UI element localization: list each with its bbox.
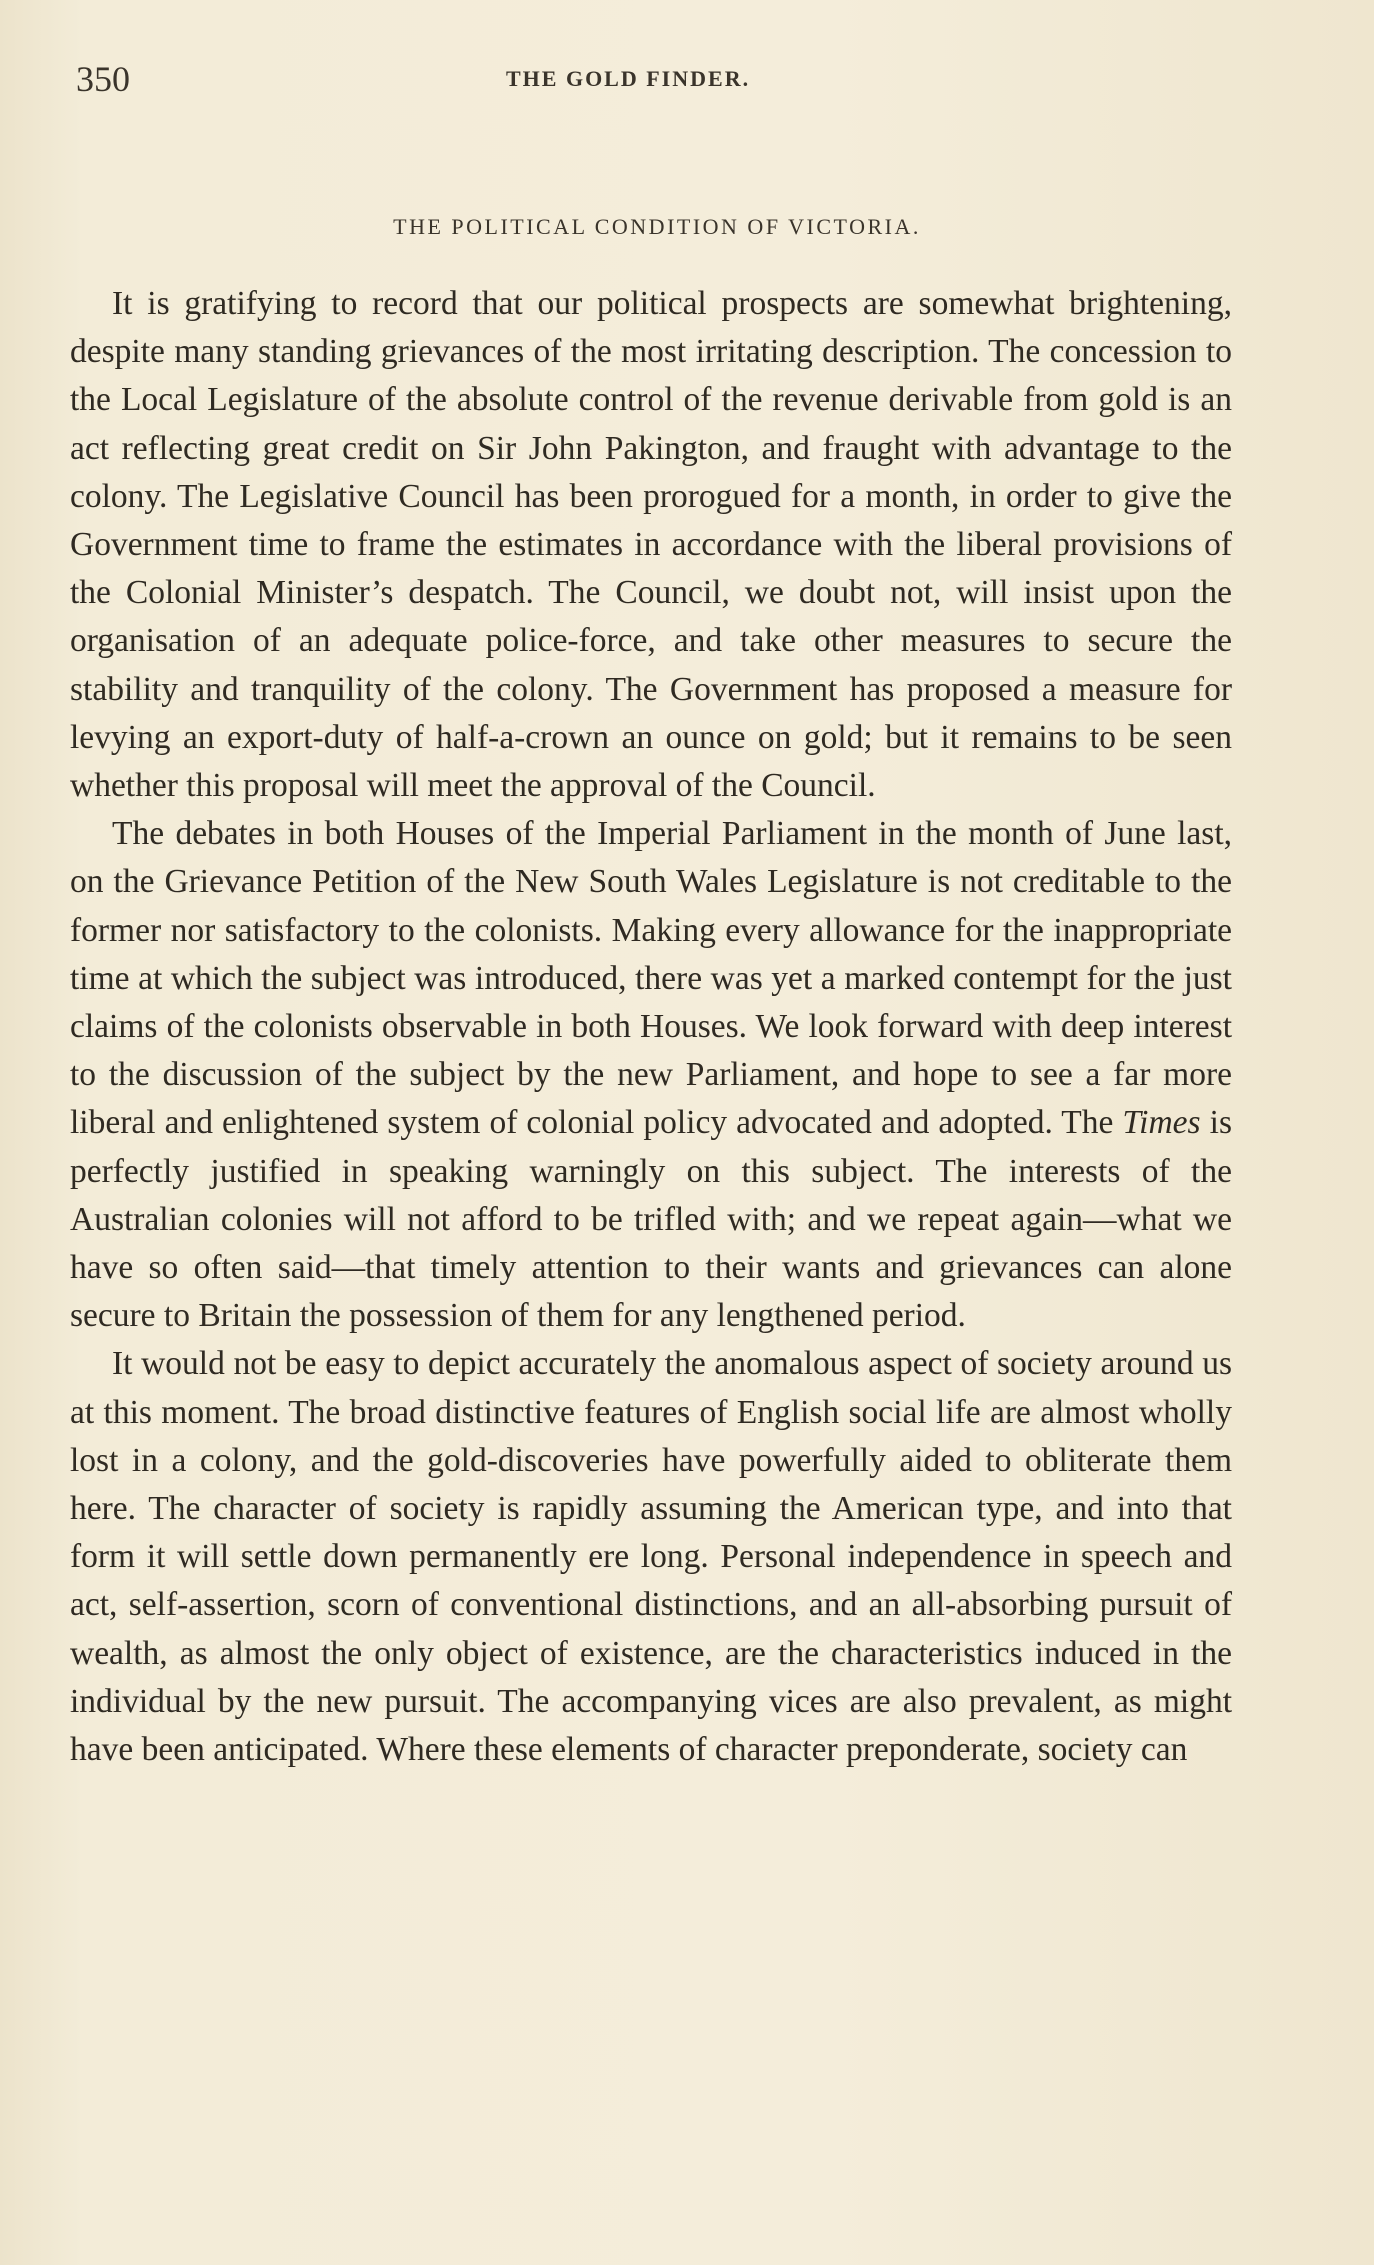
paragraph-1: It is gratifying to record that our political prospects are somewhat brightening, despite many standing grievances of the most irritating description. The concession to the Local Legislature of the absolute control of the revenue derivable from gold is an act reflecting great credit on Sir John Pakington, and fraught with advantage to the colony. The Legislative Council has been prorogued for a month, in order to give the Government time to frame the estimates in accordance with the liberal provisions of the Colonial Minister’s despatch. The Council, we doubt not, will insist upon the organisation of an adequate police-force, and take other measures to secure the stability and tranquility of the colony. The Government has proposed a measure for levying an export-duty of half-a-crown an ounce on gold; but it remains to be seen whether this proposal will meet the approval of the Council. [70, 285, 1232, 805]
section-title: THE POLITICAL CONDITION OF VICTORIA. [393, 214, 921, 239]
paragraph-3: It would not be easy to depict accurately the anomalous aspect of society around us at this moment. The broad distinctive features of English social life are almost wholly lost in a colony, and the gold-discoveries have powerfully aided to obliterate them here. The character of society is rapidly assuming the American type, and into that form it will settle down permanently ere long. Personal independence in speech and act, self-assertion, scorn of conventional distinctions, and an all-absorbing pursuit of wealth, as almost the only object of existence, are the characteristics induced in the individual by the new pursuit. The accompanying vices are also prevalent, as might have been anticipated. Where these elements of character preponderate, society can [70, 1345, 1232, 1769]
paragraph-2-part-1: The debates in both Houses of the Imperial Parliament in the month of June last, on the Grievance Petition of the New South Wales Legislature is not creditable to the former nor satisfactory to the colonists. Making every allowance for the inappropriate time at which the subject was introduced, there was yet a marked contempt for the just claims of the colonists observable in both Houses. We look forward with deep interest to the discussion of the subject by the new Parliament, and hope to see a far more liberal and enlightened system of colonial policy advocated and adopted. The [70, 815, 1232, 1142]
body-text [70, 280, 1232, 1774]
page-number: 350 [76, 59, 130, 99]
times-italic: Times [1122, 1104, 1201, 1142]
paragraph-2 [70, 810, 1232, 1340]
running-title: THE GOLD FINDER. [506, 66, 751, 91]
paragraph-2-part-2: is perfectly justified in speaking warningly on this subject. The interests of the Australian colonies will not afford to be trifled with; and we repeat again—what we have so often said—that timely attention to their wants and grievances can alone secure to Britain the possession of them for any lengthened period. [70, 1104, 1232, 1335]
running-head [76, 58, 1236, 102]
